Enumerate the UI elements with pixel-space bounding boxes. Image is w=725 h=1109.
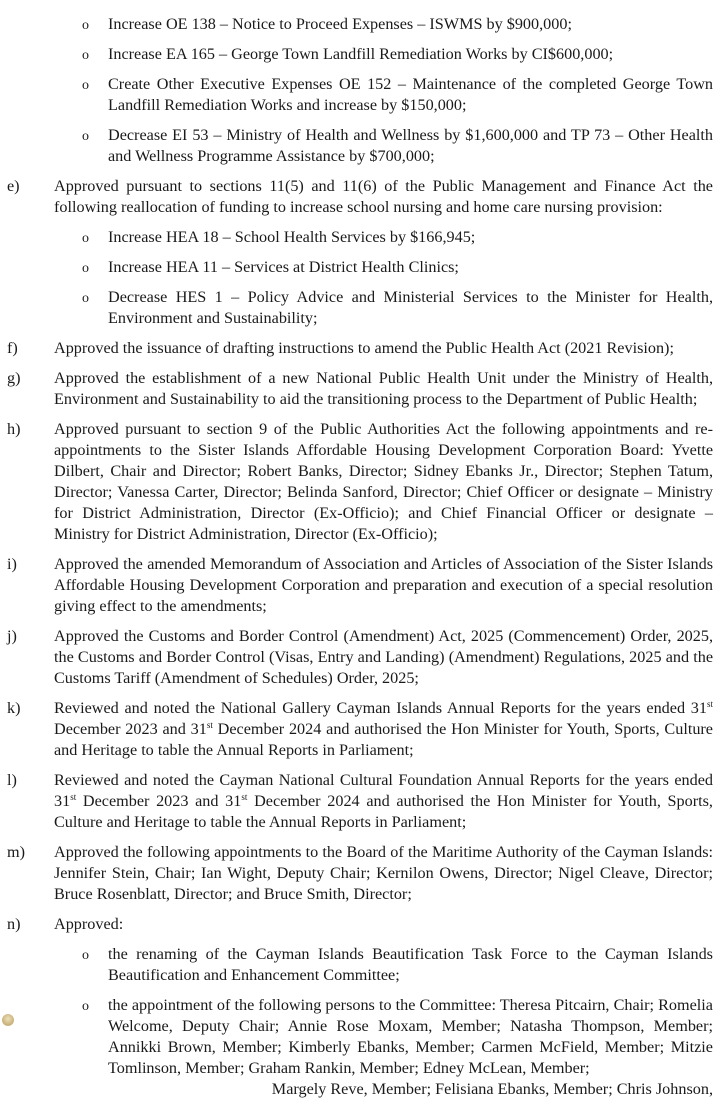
- bullet-marker: o: [82, 948, 89, 963]
- document-page: [0, 14, 725, 1109]
- bullet-marker: o: [82, 231, 89, 246]
- item-text: Approved:: [54, 915, 124, 933]
- list-item-bullet: [0, 14, 725, 35]
- text-segment: December 2024 and authorised the Hon Minister for Youth, Sports, Culture and Heritage to table the Annual Reports in Parliament;: [54, 720, 713, 759]
- text-segment: December 2023 and 31: [54, 720, 207, 738]
- list-item-bullet: [0, 995, 725, 1100]
- bullet-marker: o: [82, 18, 89, 33]
- item-label: e): [7, 177, 20, 195]
- bullet-text: Increase EA 165 – George Town Landfill Remediation Works by CI$600,000;: [108, 45, 614, 63]
- ordinal-suffix: st: [241, 792, 248, 802]
- list-item-g: [0, 368, 725, 410]
- item-text: Approved the establishment of a new National Public Health Unit under the Ministry of Health, Environment and Sustainability to aid the transitioning process to the Department of Public Health;: [54, 369, 713, 408]
- list-item-bullet: [0, 74, 725, 116]
- text-segment: December 2024 and authorised the Hon Minister for Youth, Sports, Culture and Heritage to table the Annual Reports in Parliament;: [54, 792, 713, 831]
- bullet-marker: o: [82, 999, 89, 1014]
- sub-list: [0, 944, 725, 1100]
- text-segment: Reviewed and noted the National Gallery Cayman Islands Annual Reports for the years ended 31: [54, 699, 707, 717]
- list-item-bullet: [0, 287, 725, 329]
- bullet-marker: o: [82, 129, 89, 144]
- continuation-line: Margely Reve, Member; Felisiana Ebanks, Member; Chris Johnson,: [271, 1080, 713, 1098]
- list-item-bullet: [0, 257, 725, 278]
- bullet-text: Decrease HES 1 – Policy Advice and Ministerial Services to the Minister for Health, Environment and Sustainability;: [108, 288, 713, 327]
- ordinal-suffix: st: [206, 720, 213, 730]
- item-label: k): [7, 699, 21, 717]
- ordinal-suffix: st: [706, 699, 713, 709]
- item-text: Approved the issuance of drafting instructions to amend the Public Health Act (2021 Revision);: [54, 339, 674, 357]
- list-item-bullet: [0, 44, 725, 65]
- list-item-f: [0, 338, 725, 359]
- text-segment: Reviewed and noted the Cayman National Cultural Foundation Annual Reports for the years ended 31: [54, 771, 713, 810]
- bullet-text: the renaming of the Cayman Islands Beautification Task Force to the Cayman Islands Beautification and Enhancement Committee;: [108, 945, 713, 984]
- item-text: [54, 699, 713, 759]
- bullet-marker: o: [82, 291, 89, 306]
- list-item-j: [0, 626, 725, 689]
- item-label: i): [7, 555, 17, 573]
- item-text: Approved the following appointments to the Board of the Maritime Authority of the Cayman Islands: Jennifer Stein, Chair; Ian Wight, Deputy Chair; Kernilon Owens, Director; Nigel Cleave, Director; Bruce Rosenblatt, Director; and Bruce Smith, Director;: [54, 843, 713, 903]
- list-item-bullet: [0, 125, 725, 167]
- item-text: Approved pursuant to sections 11(5) and 11(6) of the Public Management and Finance Act the following reallocation of funding to increase school nursing and home care nursing provision:: [54, 177, 713, 216]
- list-item-m: [0, 842, 725, 905]
- list-item-h: [0, 419, 725, 545]
- item-label: j): [7, 627, 17, 645]
- bullet-text: Increase HEA 11 – Services at District Health Clinics;: [108, 258, 459, 276]
- list-item-n: [0, 914, 725, 1100]
- item-label: l): [7, 771, 17, 789]
- item-label: f): [7, 339, 18, 357]
- text-segment: December 2023 and 31: [76, 792, 242, 810]
- item-text: Approved the amended Memorandum of Association and Articles of Association of the Sister Islands Affordable Housing Development Corporation and preparation and execution of a special resolution giving effect to the amendments;: [54, 555, 713, 615]
- list-item-k: [0, 698, 725, 761]
- bullet-text: Decrease EI 53 – Ministry of Health and Wellness by $1,600,000 and TP 73 – Other Health and Wellness Programme Assistance by $700,000;: [108, 126, 713, 165]
- bullet-text: Increase HEA 18 – School Health Services by $166,945;: [108, 228, 476, 246]
- item-text: [54, 771, 713, 831]
- list-item-l: [0, 770, 725, 833]
- item-label: h): [7, 420, 21, 438]
- bullet-marker: o: [82, 48, 89, 63]
- item-text: Approved the Customs and Border Control (Amendment) Act, 2025 (Commencement) Order, 2025, the Customs and Border Control (Visas, Entry and Landing) (Amendment) Regulations, 2025 and the Customs Tariff (Amendment of Schedules) Order, 2025;: [54, 627, 713, 687]
- bullet-text: Increase OE 138 – Notice to Proceed Expenses – ISWMS by $900,000;: [108, 15, 572, 33]
- crest-icon: [2, 1014, 14, 1026]
- ordinal-suffix: st: [70, 792, 77, 802]
- list-item-e: [0, 176, 725, 329]
- bullet-text: Create Other Executive Expenses OE 152 – Maintenance of the completed George Town Landfill Remediation Works and increase by $150,000;: [108, 75, 713, 114]
- list-item-bullet: [0, 227, 725, 248]
- sub-list: [0, 227, 725, 329]
- bullet-marker: o: [82, 261, 89, 276]
- item-label: n): [7, 915, 21, 933]
- item-text: Approved pursuant to section 9 of the Public Authorities Act the following appointments and re-appointments to the Sister Islands Affordable Housing Development Corporation Board: Yvette Dilbert, Chair and Director; Robert Banks, Director; Sidney Ebanks Jr., Director; Stephen Tatum, Director; Vanessa Carter, Director; Belinda Sanford, Director; Chief Officer or designate – Ministry for District Administration, Director (Ex-Officio); and Chief Financial Officer or designate – Ministry for District Administration, Director (Ex-Officio);: [54, 420, 713, 543]
- list-item-bullet: [0, 944, 725, 986]
- bullet-marker: o: [82, 78, 89, 93]
- list-item-i: [0, 554, 725, 617]
- bullet-text: the appointment of the following persons to the Committee: Theresa Pitcairn, Chair; Romelia Welcome, Deputy Chair; Annie Rose Moxam, Member; Natasha Thompson, Member; Annikki Brown, Member; Kimberly Ebanks, Member; Carmen McField, Member; Mitzie Tomlinson, Member; Graham Rankin, Member; Edney McLean, Member;: [108, 996, 713, 1077]
- item-label: g): [7, 369, 21, 387]
- item-label: m): [7, 843, 25, 861]
